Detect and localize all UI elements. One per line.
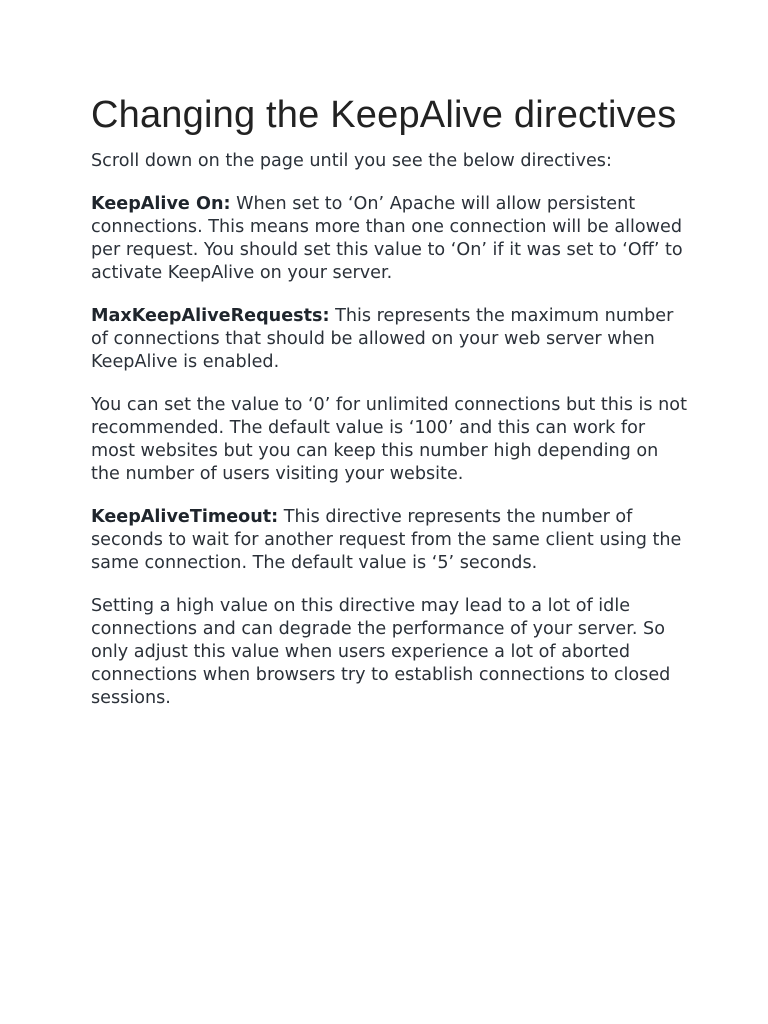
keepalive-on-text: When set to ‘On’ Apache will allow persistent connections. This means more than one connection will be allowed per request. You should set this value to ‘On’ if it was set to ‘Off’ to activate KeepAlive on your server. (91, 194, 683, 283)
unlimited-connections-text: You can set the value to ‘0’ for unlimited connections but this is not recommended. The default value is ‘100’ and this can work for most websites but you can keep this number high depending on the number of users visiting your website. (91, 395, 687, 484)
unlimited-connections-paragraph (91, 394, 691, 486)
keepalive-on-paragraph (91, 193, 691, 285)
keepalive-timeout-paragraph (91, 506, 691, 575)
keepalive-timeout-term: KeepAliveTimeout: (91, 507, 279, 527)
high-value-warning-paragraph (91, 595, 691, 710)
high-value-warning-text: Setting a high value on this directive may lead to a lot of idle connections and can degrade the performance of your server. So only adjust this value when users experience a lot of aborted connections when browsers try to establish connections to closed sessions. (91, 596, 671, 708)
intro-paragraph: Scroll down on the page until you see the below directives: (91, 151, 612, 171)
document-page (91, 92, 691, 730)
max-keepalive-requests-paragraph (91, 305, 691, 374)
max-keepalive-requests-text: This represents the maximum number of connections that should be allowed on your web server when KeepAlive is enabled. (91, 306, 674, 372)
keepalive-on-term: KeepAlive On: (91, 194, 231, 214)
keepalive-timeout-text: This directive represents the number of seconds to wait for another request from the same client using the same connection. The default value is ‘5’ seconds. (91, 507, 682, 573)
max-keepalive-requests-term: MaxKeepAliveRequests: (91, 306, 330, 326)
page-title: Changing the KeepAlive directives (91, 94, 677, 136)
